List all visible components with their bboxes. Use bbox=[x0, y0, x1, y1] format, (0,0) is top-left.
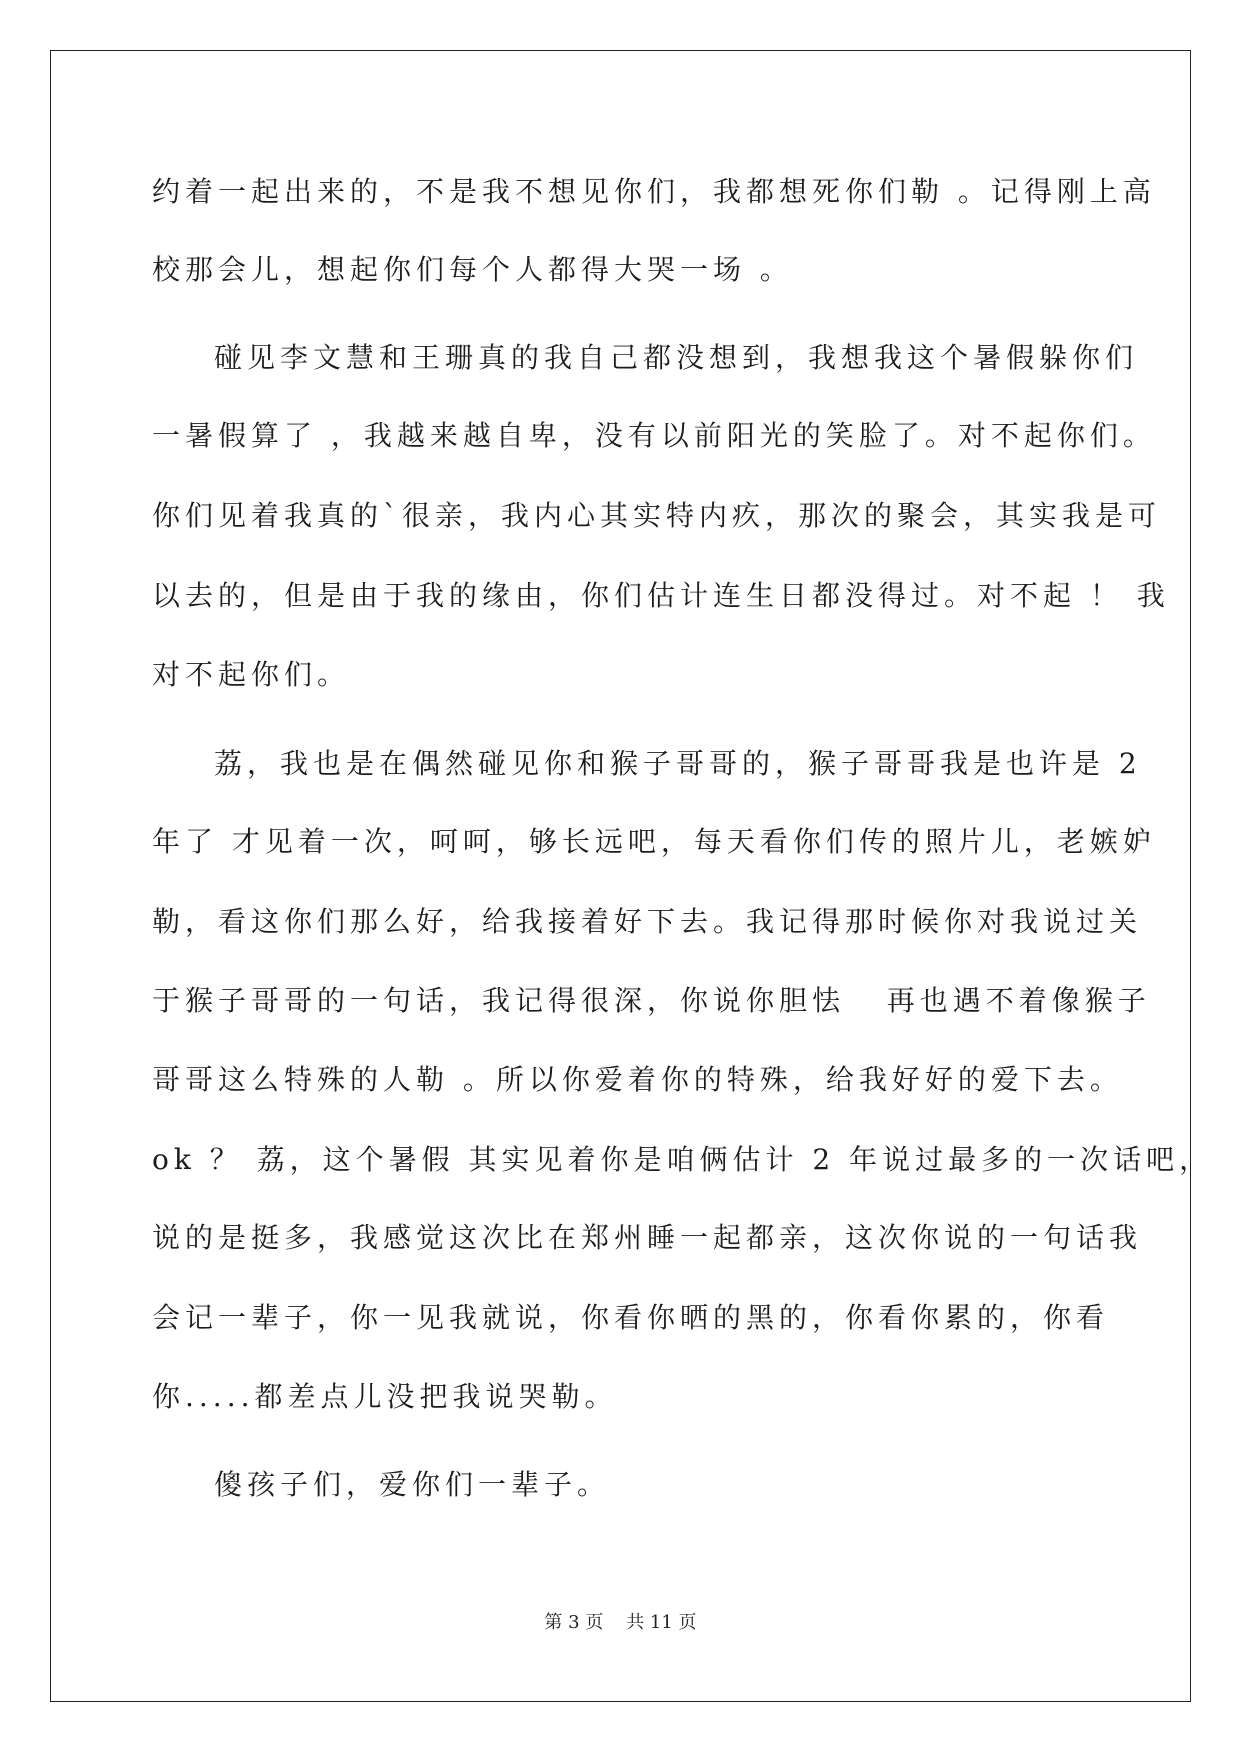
text-line: 一暑假算了 ，我越来越自卑，没有以前阳光的笑脸了。对不起你们。 bbox=[152, 419, 1156, 452]
text-line: 会记一辈子，你一见我就说，你看你晒的黑的，你看你累的，你看 bbox=[152, 1301, 1110, 1334]
text-line: 勒，看这你们那么好，给我接着好下去。我记得那时候你对我说过关 bbox=[152, 905, 1143, 938]
text-line: 年了 才见着一次，呵呵，够长远吧，每天看你们传的照片儿，老嫉妒 bbox=[152, 825, 1156, 858]
paragraph-first-line: 碰见李文慧和王珊真的我自己都没想到，我想我这个暑假躲你们 bbox=[214, 341, 1139, 374]
text-line: 于猴子哥哥的一句话，我记得很深，你说你胆怯 再也遇不着像猴子 bbox=[152, 984, 1151, 1017]
text-line: 你们见着我真的`很亲，我内心其实特内疚，那次的聚会，其实我是可 bbox=[152, 499, 1162, 532]
paragraph-first-line: 荔，我也是在偶然碰见你和猴子哥哥的，猴子哥哥我是也许是 2 bbox=[214, 747, 1142, 780]
text-line: 对不起你们。 bbox=[152, 658, 351, 691]
text-line: 以去的，但是由于我的缘由，你们估计连生日都没得过。对不起 ！ 我 bbox=[152, 579, 1170, 612]
text-line: 校那会儿，想起你们每个人都得大哭一场 。 bbox=[152, 253, 793, 286]
text-line: 哥哥这么特殊的人勒 。所以你爱着你的特殊，给我好好的爱下去。 bbox=[152, 1063, 1123, 1096]
text-line: 你.....都差点儿没把我说哭勒。 bbox=[152, 1380, 618, 1413]
text-line: 约着一起出来的，不是我不想见你们，我都想死你们勒 。记得刚上高 bbox=[152, 175, 1156, 208]
text-line: ok ？ 荔，这个暑假 其实见着你是咱俩估计 2 年说过最多的一次话吧， bbox=[152, 1143, 1213, 1176]
text-line: 说的是挺多，我感觉这次比在郑州睡一起都亲，这次你说的一句话我 bbox=[152, 1221, 1143, 1254]
page-border bbox=[50, 50, 1191, 1702]
page-number: 第 3 页 共 11 页 bbox=[544, 1612, 697, 1633]
paragraph-first-line: 傻孩子们，爱你们一辈子。 bbox=[214, 1468, 611, 1501]
